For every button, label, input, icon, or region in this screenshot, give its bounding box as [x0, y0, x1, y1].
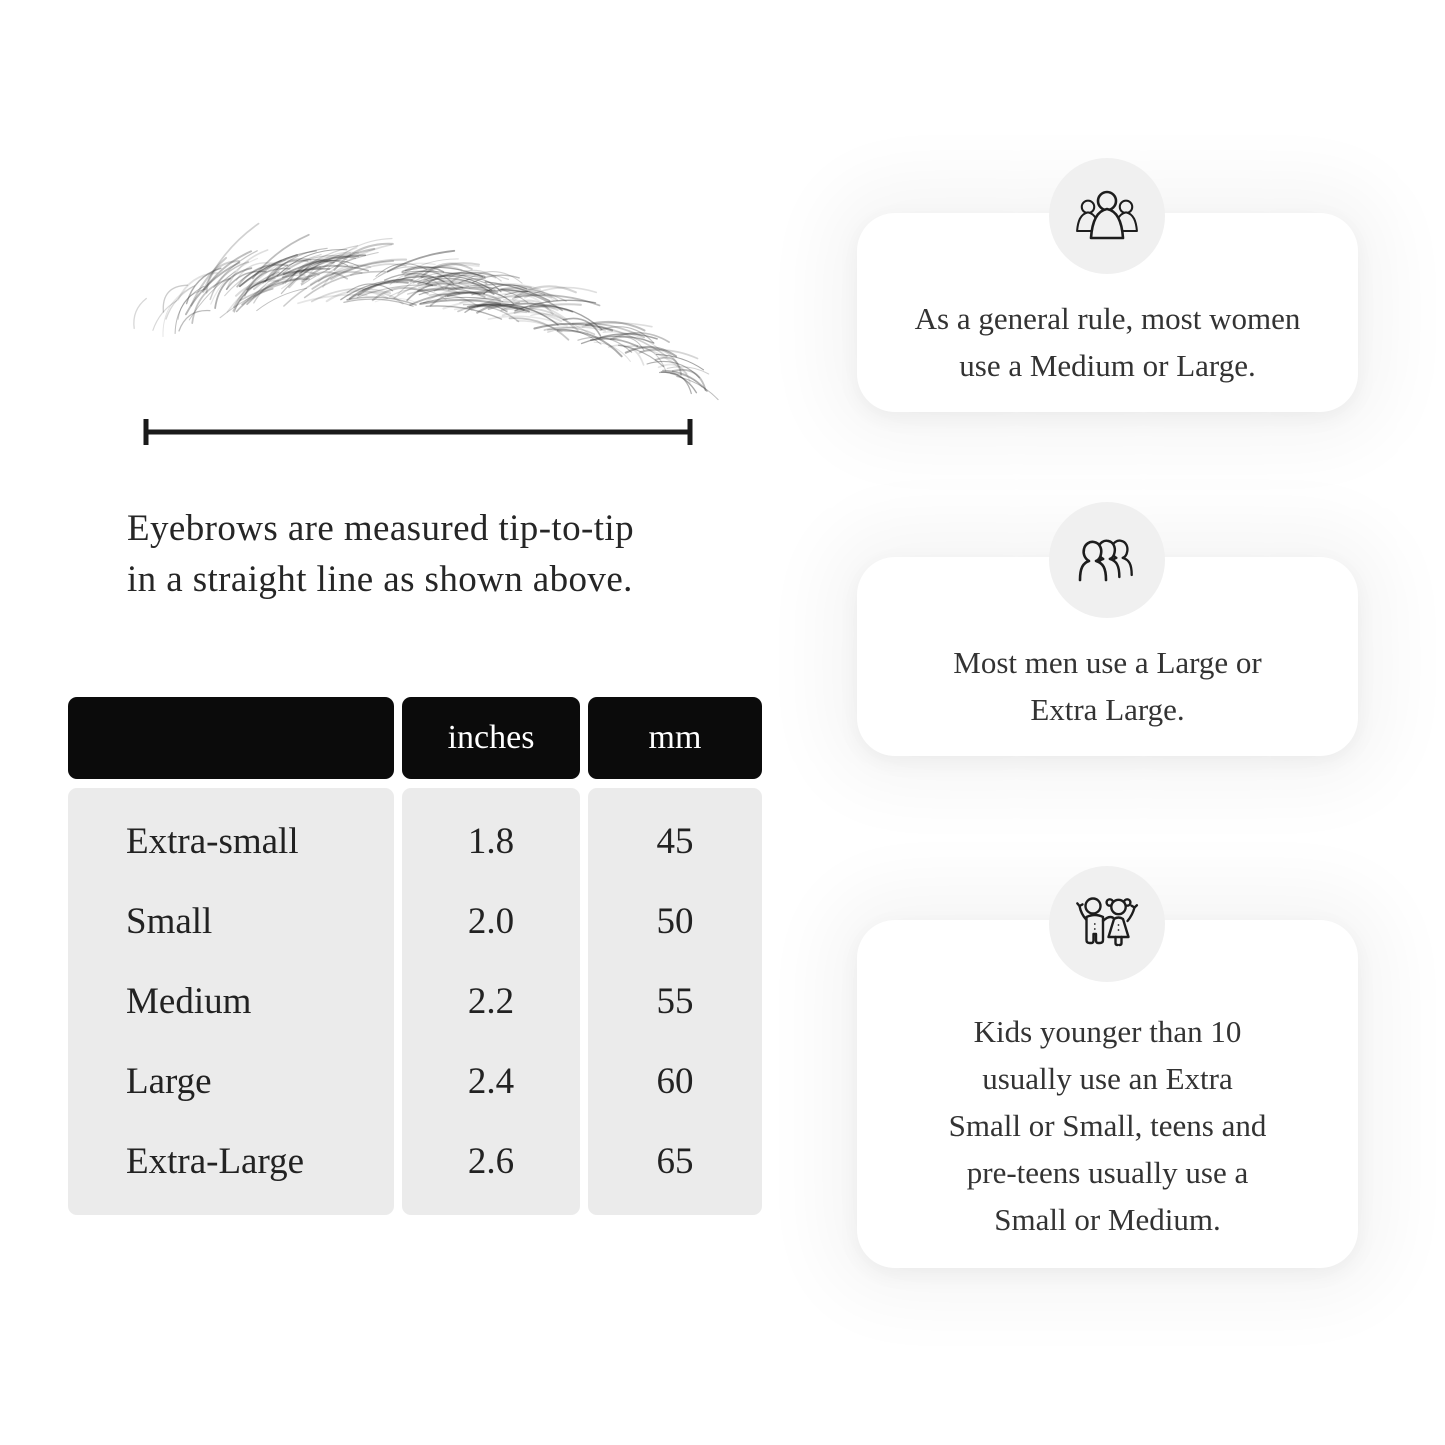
card-text-line: Small or Small, teens and [948, 1107, 1267, 1143]
measurement-line [130, 413, 710, 451]
card-text-line: Most men use a Large or [953, 644, 1262, 680]
mm-value: 50 [656, 901, 694, 943]
table-body [68, 788, 762, 1215]
mm-value: 55 [656, 980, 694, 1022]
eyebrow-illustration [100, 212, 720, 417]
card-text-line: Kids younger than 10 [973, 1013, 1242, 1049]
size-label: Large [126, 1060, 212, 1102]
measurement-caption [127, 503, 767, 605]
mm-value: 45 [656, 821, 694, 863]
card-text-line: Extra Large. [1030, 691, 1185, 727]
size-table [68, 697, 762, 1215]
mm-value: 60 [656, 1060, 694, 1102]
icon-circle-men [1049, 502, 1165, 618]
inches-value: 2.2 [467, 980, 515, 1022]
column-mm-values [588, 788, 762, 1215]
size-label: Medium [126, 980, 252, 1022]
men-group-icon [1071, 533, 1143, 587]
kids-icon [1072, 895, 1142, 953]
inches-value: 2.6 [467, 1140, 515, 1182]
caption-line-2: in a straight line as shown above. [127, 559, 633, 600]
size-label: Small [126, 901, 213, 943]
inches-value: 1.8 [467, 821, 515, 863]
card-text-line: pre-teens usually use a [966, 1154, 1249, 1190]
card-text-line: usually use an Extra [982, 1060, 1233, 1096]
icon-circle-kids [1049, 866, 1165, 982]
column-inches-values [402, 788, 580, 1215]
inches-value: 2.0 [467, 901, 515, 943]
size-label: Extra-small [126, 821, 299, 863]
inches-value: 2.4 [467, 1060, 515, 1102]
card-text-line: As a general rule, most women [914, 300, 1301, 336]
icon-circle-women [1049, 158, 1165, 274]
mm-value: 65 [656, 1140, 694, 1182]
header-cell-size [68, 697, 394, 779]
header-cell-inches: inches [402, 697, 580, 779]
header-cell-mm: mm [588, 697, 762, 779]
card-text-line: use a Medium or Large. [959, 347, 1256, 383]
column-size-labels [68, 788, 394, 1215]
caption-line-1: Eyebrows are measured tip-to-tip [127, 508, 634, 549]
size-label: Extra-Large [126, 1140, 305, 1182]
card-text-line: Small or Medium. [994, 1201, 1221, 1237]
women-group-icon [1073, 190, 1141, 242]
table-header-row [68, 697, 762, 779]
